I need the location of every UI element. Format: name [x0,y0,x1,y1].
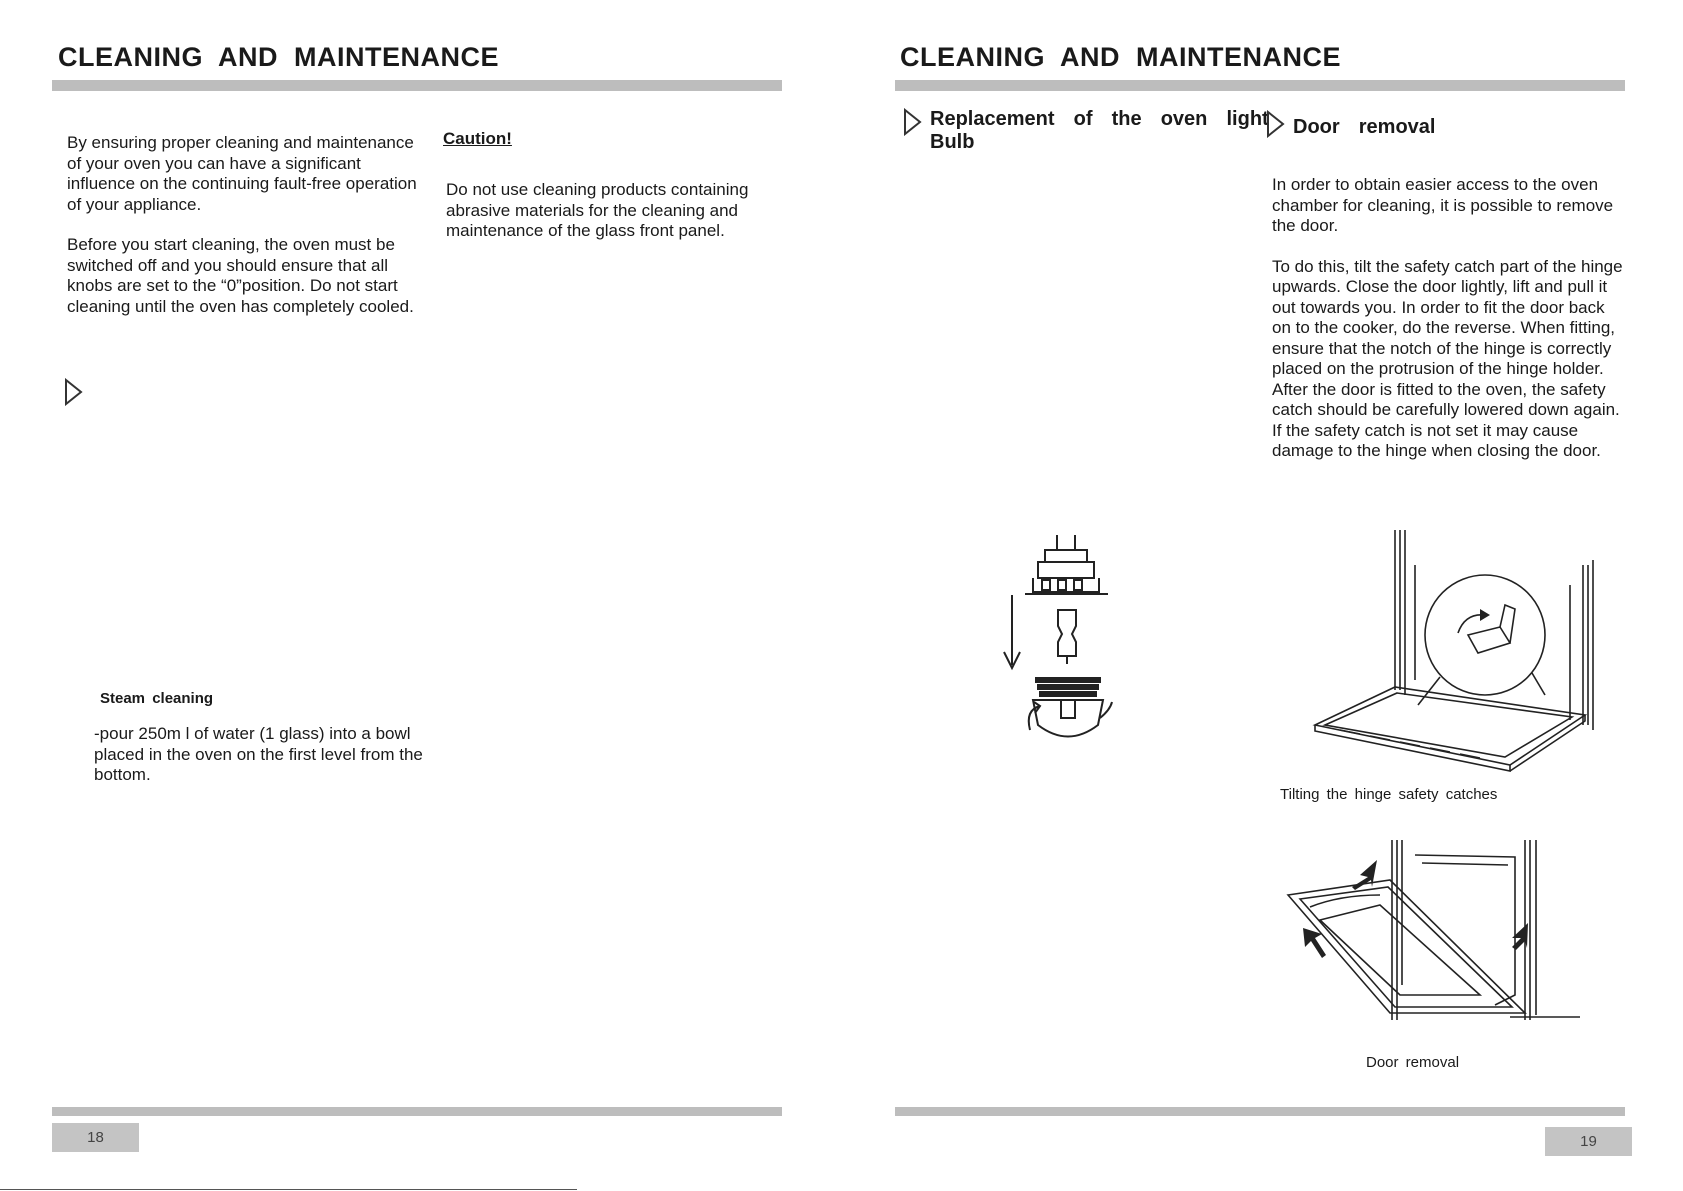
caution-heading: Caution! [443,129,512,148]
door-removal-heading: Door removal [1293,116,1436,138]
right-title-bar [895,80,1625,91]
left-footer-bar [52,1107,782,1116]
hinge-caption: Tilting the hinge safety catches [1280,786,1498,803]
caution-text: Do not use cleaning products containing abrasive materials for the cleaning and maintenance of the glass front panel. [446,180,749,240]
hinge-safety-catch-diagram [1300,525,1620,775]
door-section-marker-icon [1266,110,1286,138]
right-footer-bar [895,1107,1625,1116]
bulb-heading-line1: Replacement of the oven light [930,108,1269,130]
right-page-number: 19 [1545,1127,1632,1156]
intro-paragraph-2: Before you start cleaning, the oven must be switched off and you should ensure that all knobs are set to the “0”position. Do not start cleaning until the oven has completely cooled. [67,235,414,316]
left-title-bar [52,80,782,91]
intro-paragraph-1: By ensuring proper cleaning and maintenance of your oven you can have a significant influence on the continuing fault-free operation of your appliance. [67,133,417,214]
section-marker-icon [64,378,84,406]
steam-cleaning-text: -pour 250m l of water (1 glass) into a bowl placed in the oven on the first level from the bottom. [94,724,423,784]
door-removal-caption: Door removal [1366,1054,1460,1071]
right-page-title: CLEANING AND MAINTENANCE [900,42,1341,72]
left-page-number: 18 [52,1123,139,1152]
steam-cleaning-heading: Steam cleaning [100,690,214,707]
bottom-edge-line [0,1189,577,1190]
door-paragraph-2: To do this, tilt the safety catch part of the hinge upwards. Close the door lightly, lift and pull it out towards you. In order to fit the door back on to the cooker, do the reverse. When fitting, ensure that the notch of the hinge is correctly placed on the protrusion of the hinge holder. After the door is fitted to the oven, the safety catch should be carefully lowered down again. If the safety catch is not set it may cause damage to the hinge when closing the door. [1272,256,1623,460]
bulb-heading [930,108,1269,154]
door-removal-diagram [1280,835,1590,1025]
door-removal-text [1272,175,1627,482]
bulb-replacement-diagram [1000,530,1120,750]
left-page-title: CLEANING AND MAINTENANCE [58,42,499,72]
door-paragraph-1: In order to obtain easier access to the oven chamber for cleaning, it is possible to remove the door. [1272,175,1614,235]
left-intro-text [67,133,417,337]
bulb-section-marker-icon [903,108,923,136]
bulb-heading-line2: Bulb [930,131,975,153]
